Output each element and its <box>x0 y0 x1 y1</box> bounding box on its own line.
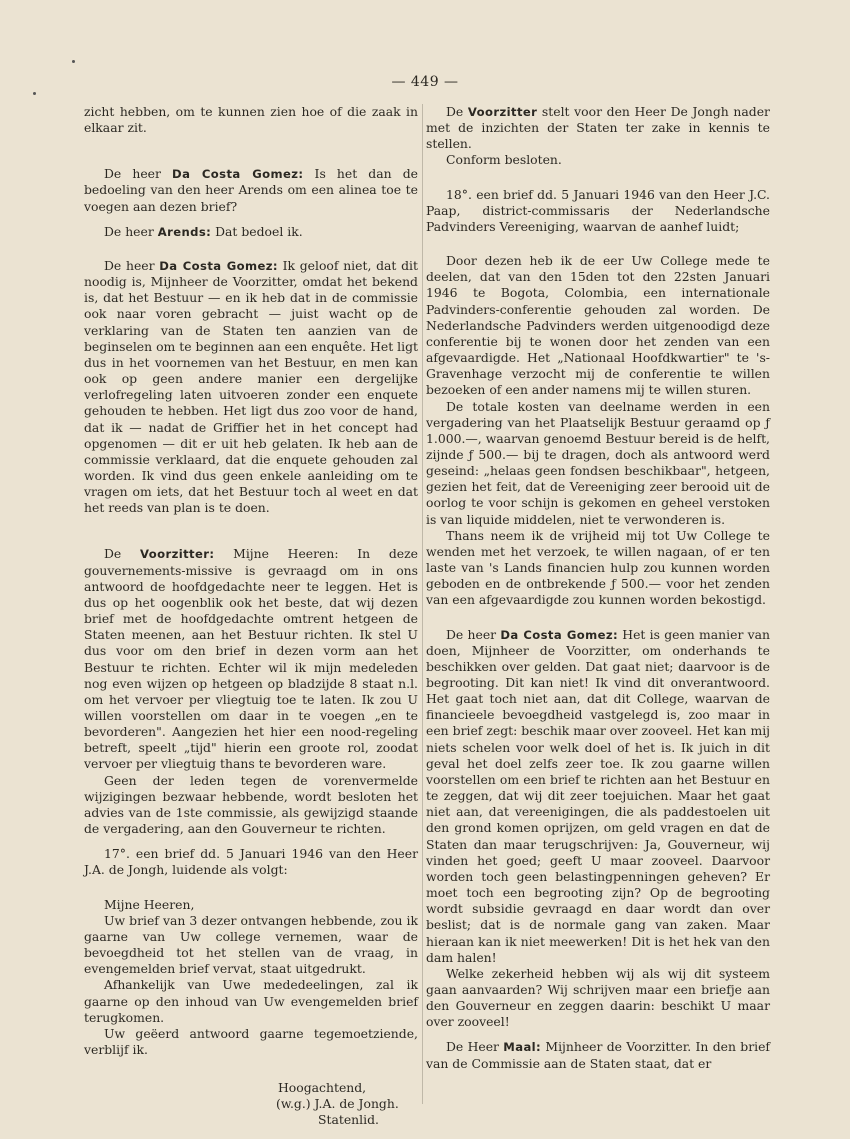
paragraph: 17°. een brief dd. 5 Januari 1946 van den Heer J.A. de Jongh, luidende als volgt: <box>84 846 418 878</box>
text: Ik geloof niet, dat dit noodig is, Mijnheer de Voorzitter, omdat het bekend is, dat het Bestuur — en ik heb dat in de commissie ook naar voren gebracht — juist wacht op de verklaring van de Staten ten aanzien van de beginselen om te beginnen aan een enquête. Het ligt dus in het voornemen van het Bestuur, en men kan ook op geen andere manier een dergelijke verlofregeling laten uitvoeren zonder een enquete gehouden te hebben. Het ligt dus zoo voor de hand, dat ik — nadat de Griffier het in het concept had opgenomen — dit er uit heb gelaten. Ik heb aan de commissie verklaard, dat die enquete gehouden zal worden. Ik vind dus geen enkele aanleiding om te vragen om iets, dat het Bestuur toch al weet en dat het reeds van plan is te doen. <box>84 257 418 516</box>
paragraph: Uw brief van 3 dezer ontvangen hebbende, zou ik gaarne van Uw college vernemen, waar de bevoegdheid tot het stellen van de vraag, in evengemelden brief vervat, staat uitgedrukt. <box>84 912 418 977</box>
text: De <box>104 546 140 562</box>
text: De <box>446 104 468 119</box>
speck <box>72 60 75 63</box>
speaker-name: Da Costa Gomez: <box>172 167 304 182</box>
paragraph <box>426 1039 770 1071</box>
speaker-name: Arends: <box>157 224 212 239</box>
text: Mijnheer de Voorzitter. In den brief van de Commissie aan de Staten staat, dat er <box>426 1039 770 1071</box>
speaker-name: Voorzitter <box>467 105 538 119</box>
speaker-name: Da Costa Gomez: <box>500 627 619 642</box>
text: Het is geen manier van doen, Mijnheer de Voorzitter, om onderhands te beschikken over gelden. Dat gaat niet; daarvoor is de begrooting. Dit kan niet! Ik vind dit onverantwoord. Het gaat toch niet aan, dat dit College, waarvan de financieele bevoegdheid vastgelegd is, zoo maar in een brief zegt: beschik maar over zooveel. Het kan mij niets schelen voor welk doel of het is. Ik juich in dit geval het doel zelfs zeer toe. Ik zou gaarne willen voorstellen om een brief te richten aan het Bestuur en te zeggen, dat wij dit zeer toejuichen. Maar het gaat niet aan, dat vereenigingen, die als paddestoelen uit den grond komen oprijzen, om geld vragen en dat de Staten dan maar terugschrijven: Ja, Gouverneur, wij vinden het goed; geeft U maar zooveel. Daarvoor worden toch geen belastingpenningen geheven? Er moet toch een begrooting zijn? Op de begrooting wordt subsidie gevraagd en daar wordt dan over beslist; dat is de normale gang van zaken. Maar hieraan kan ik niet meewerken! Dit is het hek van den dam halen! <box>426 626 770 965</box>
page-number: — 449 — <box>391 74 459 90</box>
column-divider <box>422 104 423 1104</box>
paragraph: 18°. een brief dd. 5 Januari 1946 van den Heer J.C. Paap, district-commissaris der Nederlandsche Padvinders Vereeniging, waarvan de aanhef luidt; <box>426 186 770 234</box>
right-column <box>426 104 770 1072</box>
text: De heer <box>446 626 501 642</box>
paragraph: Afhankelijk van Uwe mededeelingen, zal ik gaarne op den inhoud van Uw evengemelden brief terugkomen. <box>84 977 418 1025</box>
paragraph <box>84 166 418 214</box>
signature-title: Statenlid. <box>318 1112 379 1128</box>
paragraph: Welke zekerheid hebben wij als wij dit systeem gaan aanvaarden? Wij schrijven maar een briefje aan den Gouverneur en zeggen daarin: beschikt U maar over zooveel! <box>426 965 770 1030</box>
paragraph: Door dezen heb ik de eer Uw College mede te deelen, dat van den 15den tot den 22sten Januari 1946 te Bogota, Colombia, een internationale Padvinders-conferentie gehouden zal worden. De Nederlandsche Padvinders werden uitgenoodigd deze conferentie bij te wonen door het zenden van een afgevaardigde. Het „Nationaal Hoofdkwartier" te 's-Gravenhage verzocht mij de conferentie te willen bezoeken of een ander namens mij te willen sturen. <box>426 253 770 398</box>
speaker-name: Da Costa Gomez: <box>159 258 278 273</box>
speaker-name: Voorzitter: <box>140 547 215 562</box>
text: Is het dan de bedoeling van den heer Arends om een alinea toe te voegen aan dezen brief? <box>84 166 418 214</box>
text: stelt voor den Heer De Jongh nader met de inzichten der Staten ter zake in kennis te stellen. <box>426 104 770 152</box>
paragraph <box>426 104 770 152</box>
text: De heer <box>104 223 158 239</box>
signature-block <box>84 1080 418 1128</box>
text: Mijne Heeren: In deze gouvernements-missive is gevraagd om in ons antwoord de hoofdgedachte neer te leggen. Het is dus op het oogenblik ook het beste, dat wij dezen brief met de hoofdgedachte omtrent hetgeen de Staten meenen, aan het Bestuur richten. Ik stel U dus voor om den brief in dezen vorm aan het Bestuur te richten. Echter wil ik mijn medeleden nog even wijzen op hetgeen op bladzijde 8 staat n.l. om het vervoer per vliegtuig toe te laten. Ik zou U willen voorstellen om daar in te voegen „en te bevorderen". Aangezien het hier een nood-regeling betreft, speelt „tijd" hierin een groote rol, zoodat vervoer per vliegtuig thans te bevorderen ware. <box>84 546 418 772</box>
paragraph: De totale kosten van deelname werden in een vergadering van het Plaatselijk Bestuur geraamd op ƒ 1.000.—, waarvan genoemd Bestuur bereid is de helft, zijnde ƒ 500.— bij te dragen, doch als antwoord werd geseind: „helaas geen fondsen beschikbaar", hetgeen, gezien het feit, dat de Vereeniging zeer berooid uit de oorlog te voor schijn is gekomen en geheel verstoken is van liquide middelen, niet te verwonderen is. <box>426 398 770 527</box>
paragraph <box>84 258 418 517</box>
speck <box>33 92 36 95</box>
paragraph: zicht hebben, om te kunnen zien hoe of die zaak in elkaar zit. <box>84 104 418 136</box>
paragraph <box>84 546 418 772</box>
left-column <box>84 104 418 1129</box>
text: De heer <box>104 166 173 182</box>
paragraph <box>84 224 418 240</box>
speaker-name: Maal: <box>503 1040 542 1055</box>
paragraph: Thans neem ik de vrijheid mij tot Uw College te wenden met het verzoek, te willen nagaan, of er ten laste van 's Lands financien hulp zou kunnen worden geboden en de ontbrekende ƒ 500.— voor het zenden van een afgevaardigde zou kunnen worden bekostigd. <box>426 527 770 608</box>
text: Dat bedoel ik. <box>211 223 303 239</box>
salutation: Mijne Heeren, <box>104 896 195 912</box>
closing: Hoogachtend, <box>278 1080 367 1096</box>
paragraph: Conform besloten. <box>446 152 562 168</box>
paragraph <box>426 627 770 966</box>
text: De Heer <box>446 1039 504 1055</box>
paragraph: Geen der leden tegen de vorenvermelde wijzigingen bezwaar hebbende, wordt besloten het advies van de 1ste commissie, als gewijzigd staande de vergadering, aan den Gouverneur te richten. <box>84 772 418 837</box>
signature: (w.g.) J.A. de Jongh. <box>276 1096 399 1112</box>
text: De heer <box>104 257 160 273</box>
paragraph: Uw geëerd antwoord gaarne tegemoetziende, verblijf ik. <box>84 1025 418 1057</box>
